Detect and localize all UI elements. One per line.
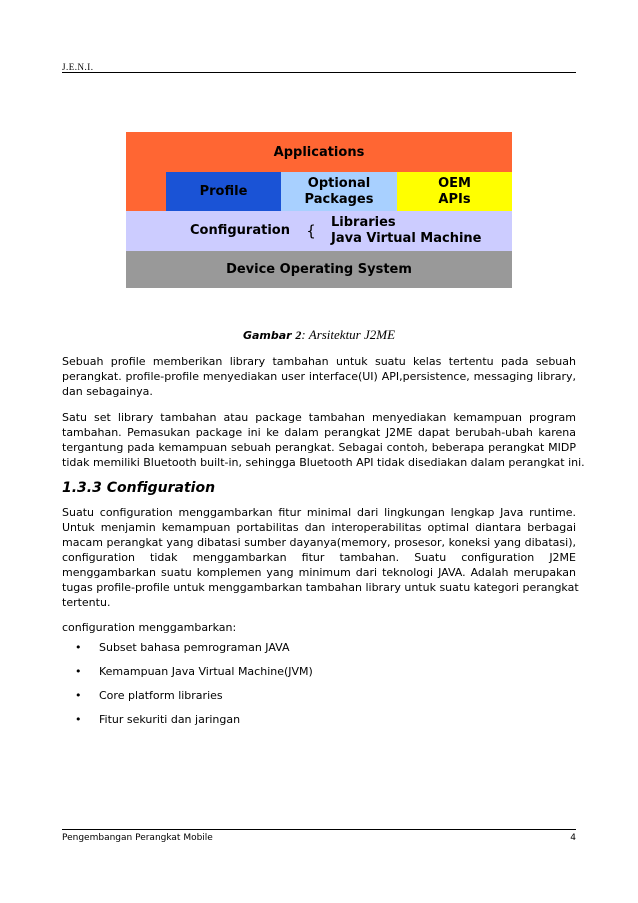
paragraph-line: macam perangkat yang dibatasi sumber dayanya(memory, prosesor, koneksi yang dibatasi), xyxy=(62,536,576,549)
bullet-dot-icon: • xyxy=(75,665,82,678)
bullet-dot-icon: • xyxy=(75,713,82,726)
paragraph-2 xyxy=(62,410,585,470)
list-item-text: Core platform libraries xyxy=(99,689,223,702)
header-rule xyxy=(62,72,576,73)
paragraph-line: tidak memiliki Bluetooth built-in, sehingga Bluetooth API tidak disediakan dalam perangkat ini. xyxy=(62,456,585,469)
profile-label: Profile xyxy=(199,183,248,199)
list-item-text: Subset bahasa pemrograman JAVA xyxy=(99,641,290,654)
paragraph-line: tambahan. Pemasukan package ini ke dalam perangkat J2ME dapat berubah-ubah karena xyxy=(62,426,576,439)
j2me-architecture-diagram xyxy=(126,132,512,288)
device-os-label: Device Operating System xyxy=(226,261,412,277)
paragraph-line: Sebuah profile memberikan library tambahan untuk suatu kelas tertentu pada sebuah xyxy=(62,355,576,368)
paragraph-line: Untuk menjamin kemampuan portabilitas dan interoperabilitas optimal diantara berbagai xyxy=(62,521,576,534)
oem-apis-block xyxy=(397,172,512,211)
paragraph-line: configuration menggambarkan: xyxy=(62,621,237,634)
paragraph-line: tugas profile-profile untuk menggambarkan tambahan library untuk suatu kategori perangkat xyxy=(62,581,579,594)
paragraph-4 xyxy=(62,620,576,635)
page-header-title: J.E.N.I. xyxy=(62,62,94,72)
oem-label-line1: OEM xyxy=(438,175,471,191)
list-item-text: Kemampuan Java Virtual Machine(JVM) xyxy=(99,665,313,678)
paragraph-line: tertentu. xyxy=(62,596,111,609)
paragraph-line: menggambarkan suatu komplemen yang minimum dari teknologi JAVA. Adalah merupakan xyxy=(62,566,576,579)
jvm-label: Java Virtual Machine xyxy=(331,231,482,246)
caption-label: Gambar xyxy=(242,329,292,342)
paragraph-line: tergantung pada kemampuan sebuah perangkat. Sebagai contoh, beberapa perangkat MIDP xyxy=(62,441,576,454)
paragraph-3 xyxy=(62,505,579,610)
optional-packages-block xyxy=(281,172,397,211)
list-item xyxy=(75,665,313,689)
paragraph-line: configuration tidak menggambarkan fitur tambahan. Suatu configuration J2ME xyxy=(62,551,576,564)
applications-label: Applications xyxy=(273,145,365,160)
paragraph-line: Satu set library tambahan atau package tambahan menyediakan kemampuan program xyxy=(62,411,576,424)
libraries-label: Libraries xyxy=(331,215,396,230)
footer-rule xyxy=(62,829,576,830)
profile-block xyxy=(166,172,281,211)
section-heading: 1.3.3 Configuration xyxy=(62,480,216,496)
list-item xyxy=(75,689,313,713)
caption-number: 2 xyxy=(295,328,302,342)
page-number: 4 xyxy=(570,833,576,843)
configuration-label: Configuration xyxy=(190,223,290,238)
bullet-dot-icon: • xyxy=(75,689,82,702)
figure-caption xyxy=(0,327,638,343)
list-item-text: Fitur sekuriti dan jaringan xyxy=(99,713,241,726)
optional-label-line2: Packages xyxy=(304,191,374,207)
optional-label-line1: Optional xyxy=(307,175,371,191)
bullet-list xyxy=(75,641,313,737)
libraries-jvm-block xyxy=(331,215,491,247)
paragraph-line: dan sebagainya. xyxy=(62,385,153,398)
bullet-dot-icon: • xyxy=(75,641,82,654)
list-item xyxy=(75,713,313,737)
paragraph-line: perangkat. profile-profile menyediakan user interface(UI) API,persistence, messaging library, xyxy=(62,370,576,383)
list-item xyxy=(75,641,313,665)
caption-text: : Arsitektur J2ME xyxy=(301,327,396,342)
footer-title: Pengembangan Perangkat Mobile xyxy=(62,833,213,843)
oem-label-line2: APIs xyxy=(438,191,471,207)
paragraph-line: Suatu configuration menggambarkan fitur minimal dari lingkungan lengkap Java runtime. xyxy=(62,506,576,519)
paragraph-1 xyxy=(62,354,576,399)
brace-symbol: { xyxy=(306,222,316,240)
